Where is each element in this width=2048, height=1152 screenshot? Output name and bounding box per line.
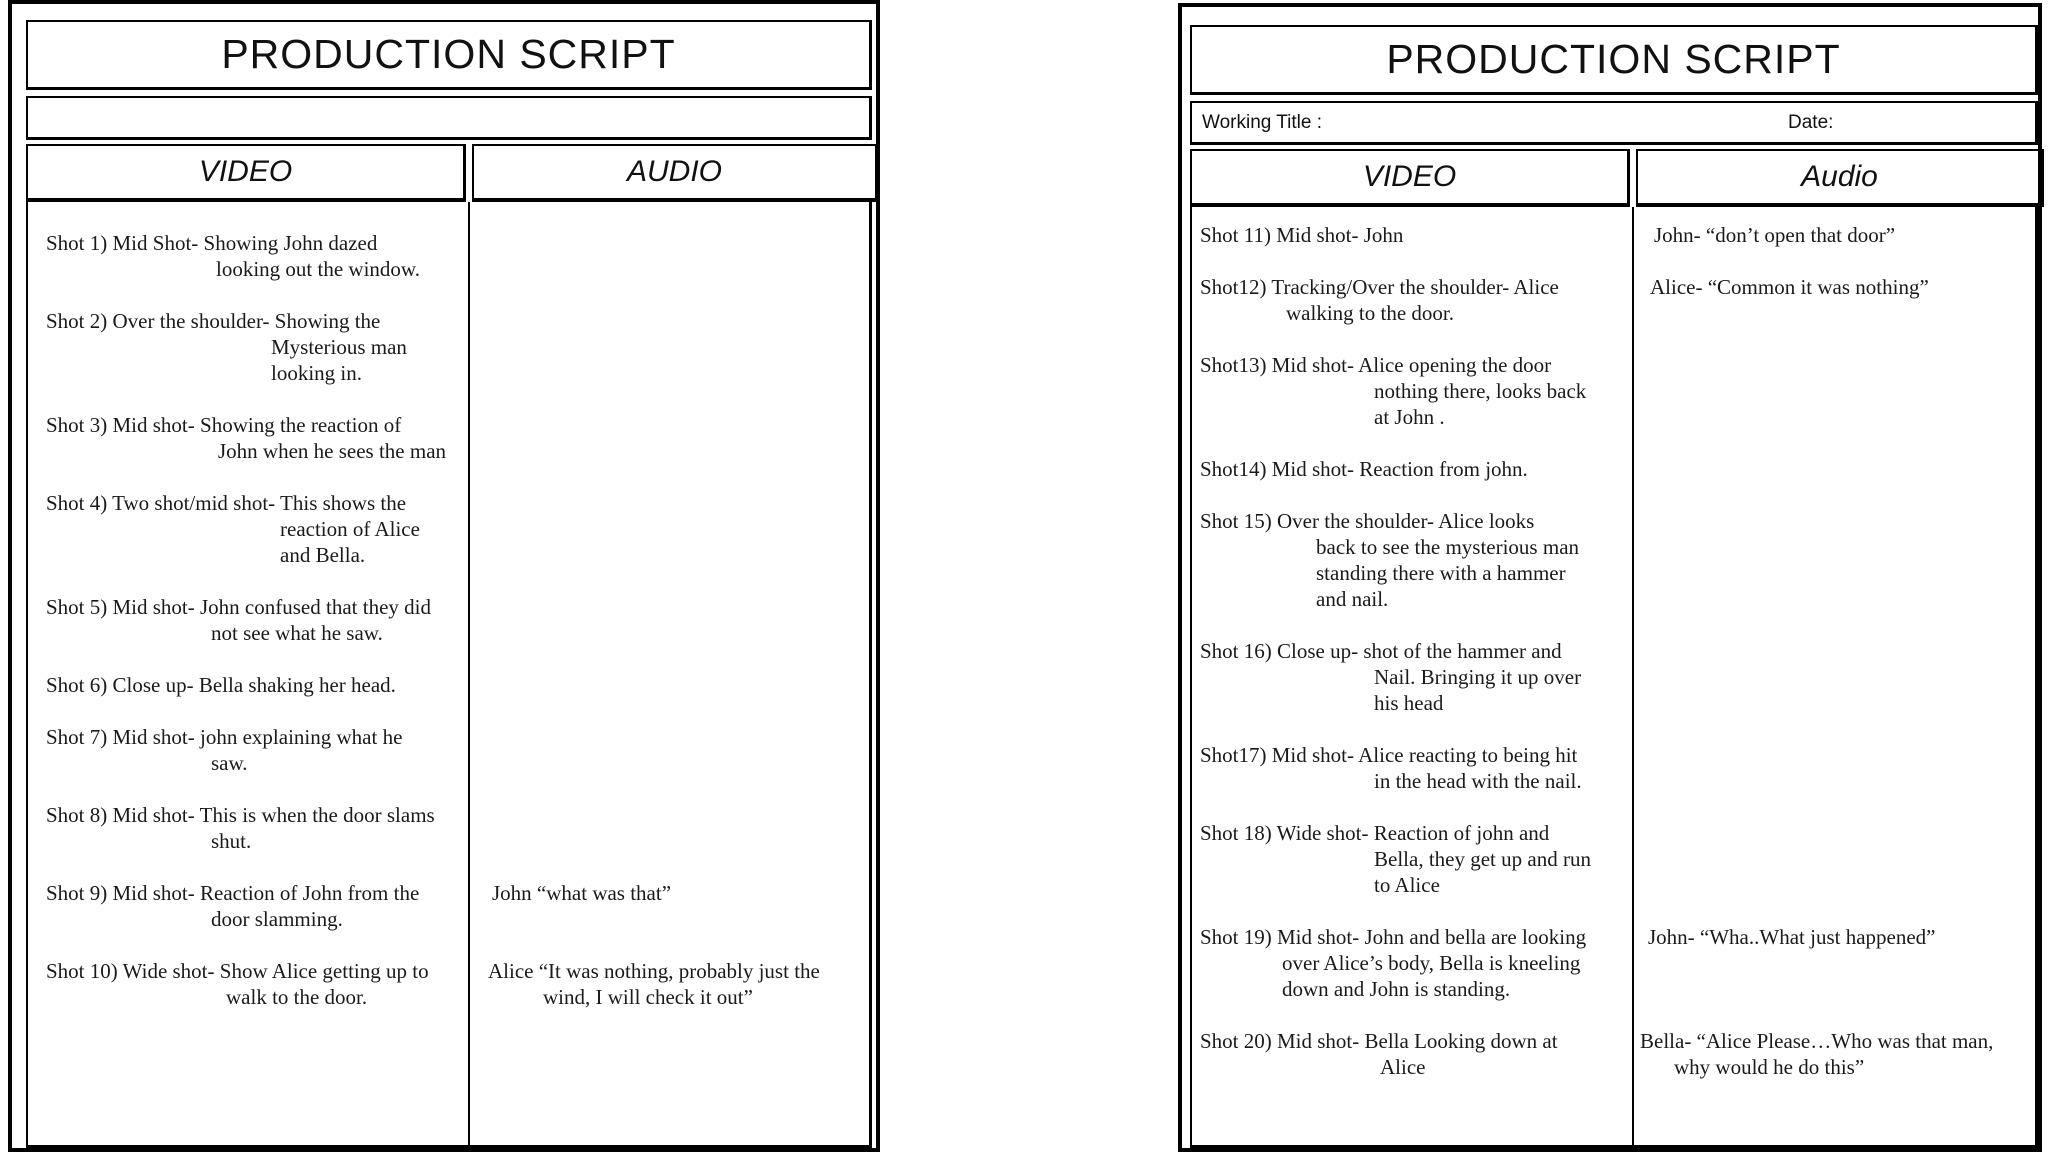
shot-entry-line: Bella, they get up and run	[1374, 847, 1591, 871]
shot-entry-line: shut.	[211, 829, 252, 853]
column-divider	[468, 202, 470, 1148]
shot-entry-line: nothing there, looks back	[1374, 379, 1587, 403]
shot-entry-line: Shot17) Mid shot- Alice reacting to being hit	[1200, 743, 1578, 767]
shot-entry-line: Shot 5) Mid shot- John confused that they did	[46, 595, 431, 619]
audio-column-header: Audio	[1636, 149, 2044, 207]
shot-entry-line: Shot 16) Close up- shot of the hammer and	[1200, 639, 1562, 663]
shot-entry-line: Shot 7) Mid shot- john explaining what he	[46, 725, 403, 749]
shot-entry-line: Shot 15) Over the shoulder- Alice looks	[1200, 509, 1535, 533]
audio-entry-line: Alice “It was nothing, probably just the	[488, 959, 820, 983]
script-page-right	[1178, 3, 2042, 1152]
shot-entry-line: John when he sees the man	[218, 439, 447, 463]
shot-entry-line: reaction of Alice	[280, 517, 420, 541]
shot-entry-line: over Alice’s body, Bella is kneeling	[1282, 951, 1581, 975]
page-title: PRODUCTION SCRIPT	[1190, 25, 2038, 95]
shot-entry-line: Shot 10) Wide shot- Show Alice getting up to	[46, 959, 429, 983]
script-page-right-inner	[1190, 17, 2038, 1148]
audio-entry	[1636, 274, 1929, 300]
video-column-header: VIDEO	[26, 144, 466, 202]
shot-entry	[46, 958, 429, 1010]
shot-entry	[46, 490, 420, 568]
shot-entry	[1200, 352, 1586, 430]
shot-entry-line: Shot 18) Wide shot- Reaction of john and	[1200, 821, 1550, 845]
shot-entry	[46, 724, 402, 776]
shot-entry-line: Shot 20) Mid shot- Bella Looking down at	[1200, 1029, 1558, 1053]
audio-entry-line: John- “don’t open that door”	[1654, 223, 1896, 247]
shot-entry-line: to Alice	[1374, 873, 1440, 897]
shot-entry-line: Shot 6) Close up- Bella shaking her head.	[46, 673, 396, 697]
shot-entry-line: Shot 9) Mid shot- Reaction of John from the	[46, 881, 420, 905]
shot-entry-line: and Bella.	[280, 543, 366, 567]
shot-entry-line: Shot12) Tracking/Over the shoulder- Alice	[1200, 275, 1559, 299]
shot-entry	[46, 308, 407, 386]
shot-entry-line: not see what he saw.	[211, 621, 383, 645]
shot-entry	[1200, 638, 1581, 716]
audio-entry	[1636, 222, 1895, 248]
shot-entry-line: Alice	[1380, 1055, 1426, 1079]
shot-entry-line: Nail. Bringing it up over	[1374, 665, 1582, 689]
script-page-left	[8, 0, 880, 1152]
shot-entry	[46, 594, 431, 646]
audio-entry-line: John “what was that”	[492, 881, 672, 905]
shot-entry-line: Shot 1) Mid Shot- Showing John dazed	[46, 231, 378, 255]
script-page-left-inner	[26, 12, 872, 1148]
shot-entry-line: looking in.	[271, 361, 363, 385]
audio-entry-line: Bella- “Alice Please…Who was that man,	[1640, 1029, 1994, 1053]
audio-column-header: AUDIO	[472, 144, 878, 202]
shot-entry-line: his head	[1374, 691, 1444, 715]
shot-entry-line: Shot 8) Mid shot- This is when the door slams	[46, 803, 435, 827]
audio-entry	[1636, 1028, 1993, 1080]
shot-entry	[46, 412, 446, 464]
shot-entry-line: Shot 11) Mid shot- John	[1200, 223, 1404, 247]
shot-entry-line: saw.	[211, 751, 248, 775]
audio-entry-line: why would he do this”	[1674, 1055, 1865, 1079]
shot-entry	[1200, 1028, 1558, 1080]
audio-entry	[478, 880, 671, 906]
working-title-label	[1202, 112, 1322, 134]
shot-entry	[1200, 222, 1403, 248]
shot-entry-line: and nail.	[1316, 587, 1389, 611]
shot-entry-line: Shot14) Mid shot- Reaction from john.	[1200, 457, 1528, 481]
info-row	[1190, 101, 2038, 145]
column-divider	[1632, 207, 1634, 1148]
page-title: PRODUCTION SCRIPT	[26, 20, 872, 90]
shot-entry	[46, 230, 420, 282]
shot-entry-line: back to see the mysterious man	[1316, 535, 1580, 559]
shot-entry-line: Shot 3) Mid shot- Showing the reaction of	[46, 413, 402, 437]
audio-entry-line: wind, I will check it out”	[543, 985, 753, 1009]
shot-entry-line: looking out the window.	[216, 257, 420, 281]
audio-entry-line: John- “Wha..What just happened”	[1648, 925, 1936, 949]
shot-entry-line: Shot 19) Mid shot- John and bella are looking	[1200, 925, 1587, 949]
shot-entry-line: Mysterious man	[271, 335, 407, 359]
shot-entry-line: Shot 2) Over the shoulder- Showing the	[46, 309, 381, 333]
date-label: Date:	[1788, 112, 1834, 133]
info-row-empty	[26, 96, 872, 140]
shot-entry	[1200, 274, 1559, 326]
shot-entry	[46, 672, 396, 698]
video-column-header: VIDEO	[1190, 149, 1630, 207]
shot-entry-line: standing there with a hammer	[1316, 561, 1566, 585]
shot-entry-line: door slamming.	[211, 907, 343, 931]
shot-entry-line: down and John is standing.	[1282, 977, 1511, 1001]
shot-entry	[1200, 456, 1528, 482]
shot-entry-line: Shot13) Mid shot- Alice opening the door	[1200, 353, 1552, 377]
shot-entry-line: Shot 4) Two shot/mid shot- This shows the	[46, 491, 407, 515]
shot-entry-line: walk to the door.	[226, 985, 368, 1009]
shot-entry-line: walking to the door.	[1286, 301, 1454, 325]
shot-entry	[1200, 742, 1582, 794]
shot-entry-line: in the head with the nail.	[1374, 769, 1582, 793]
shot-entry	[1200, 508, 1579, 612]
audio-entry-line: Alice- “Common it was nothing”	[1650, 275, 1929, 299]
shot-entry	[46, 802, 435, 854]
shot-entry	[1200, 820, 1591, 898]
shot-entry	[46, 880, 419, 932]
working-title-text: Working Title :	[1202, 112, 1323, 133]
shot-entry	[1200, 924, 1586, 1002]
audio-entry	[478, 958, 820, 1010]
audio-entry	[1636, 924, 1935, 950]
shot-entry-line: at John .	[1374, 405, 1445, 429]
